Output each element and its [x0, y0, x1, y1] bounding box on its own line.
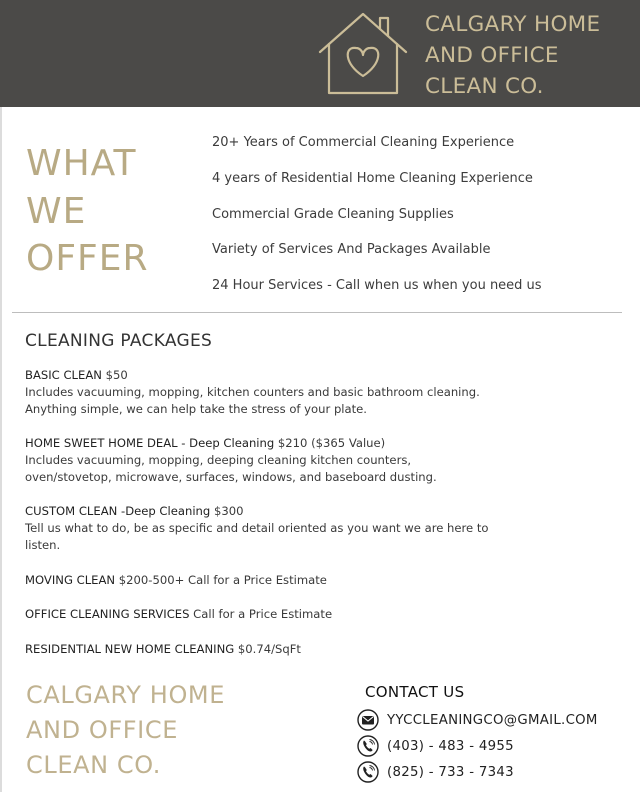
contact-us-heading: CONTACT US	[365, 683, 465, 701]
package-name: CUSTOM CLEAN -Deep Cleaning	[25, 504, 211, 518]
page-left-border	[0, 107, 2, 792]
package-description: Includes vacuuming, mopping, deeping cleaning kitchen counters, oven/stovetop, microwave, surfaces, windows, and baseboard dusting.	[25, 453, 437, 485]
phone-icon	[357, 761, 379, 783]
package-name: OFFICE CLEANING SERVICES	[25, 607, 190, 621]
package-home-sweet-home	[25, 435, 495, 487]
envelope-icon	[357, 709, 379, 731]
cleaning-packages-heading: CLEANING PACKAGES	[25, 331, 213, 351]
what-we-offer-title: WHAT WE OFFER	[26, 143, 149, 279]
package-price: $0.74/SqFt	[234, 642, 301, 656]
offer-item: 4 years of Residential Home Cleaning Experience	[212, 170, 533, 186]
package-moving-clean	[25, 572, 585, 589]
header-brand-name: CALGARY HOME AND OFFICE CLEAN CO.	[425, 12, 601, 99]
house-heart-icon	[316, 10, 410, 96]
package-price: $200-500+ Call for a Price Estimate	[115, 573, 327, 587]
package-description: Includes vacuuming, mopping, kitchen counters and basic bathroom cleaning. Anything simple, we can help take the stress of your plate.	[25, 385, 480, 417]
section-divider	[12, 312, 622, 313]
package-office-cleaning	[25, 606, 585, 623]
package-price: Call for a Price Estimate	[189, 607, 333, 621]
package-custom-clean	[25, 503, 523, 555]
contact-email[interactable]	[357, 709, 598, 731]
phone-number[interactable]: (403) - 483 - 4955	[387, 738, 514, 754]
package-price: $50	[101, 368, 128, 382]
package-price: $210 ($365 Value)	[274, 436, 386, 450]
package-description: Tell us what to do, be as specific and detail oriented as you want we are here to listen.	[25, 521, 489, 553]
offer-item: Commercial Grade Cleaning Supplies	[212, 206, 454, 222]
package-name: BASIC CLEAN	[25, 368, 102, 382]
package-basic-clean	[25, 367, 525, 419]
offer-item: Variety of Services And Packages Available	[212, 242, 491, 258]
package-name: HOME SWEET HOME DEAL - Deep Cleaning	[25, 436, 275, 450]
contact-phone-1[interactable]	[357, 735, 514, 757]
phone-icon	[357, 735, 379, 757]
package-name: MOVING CLEAN	[25, 573, 116, 587]
package-name: RESIDENTIAL NEW HOME CLEANING	[25, 642, 235, 656]
package-residential-new-home	[25, 641, 585, 658]
contact-phone-2[interactable]	[357, 761, 514, 783]
offer-list	[212, 132, 542, 311]
offer-item: 24 Hour Services - Call when us when you need us	[212, 278, 542, 294]
footer-brand-name: CALGARY HOME AND OFFICE CLEAN CO.	[26, 681, 226, 779]
phone-number[interactable]: (825) - 733 - 7343	[387, 764, 514, 780]
offer-item: 20+ Years of Commercial Cleaning Experience	[212, 135, 515, 150]
email-address[interactable]: YYCCLEANINGCO@GMAIL.COM	[387, 712, 598, 728]
package-price: $300	[210, 504, 244, 518]
header-banner	[0, 0, 640, 107]
